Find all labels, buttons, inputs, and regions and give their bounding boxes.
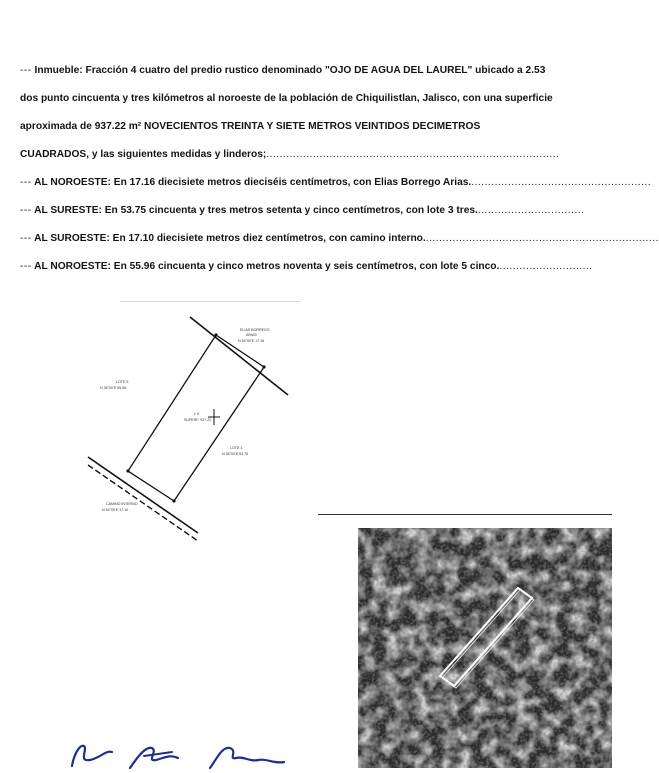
boundary-list — [20, 176, 659, 274]
boundary-dots: ...................................................................... — [425, 233, 659, 244]
corner-point — [262, 365, 265, 368]
corner-point — [172, 499, 175, 502]
camino-line-upper — [88, 457, 198, 533]
signature-drawing — [60, 736, 320, 768]
boundary-lead: --- — [20, 205, 32, 216]
boundary-text: En 53.75 cincuenta y tres metros setenta y cinco centímetros, con lote 3 tres. — [104, 205, 478, 216]
camino-line-lower — [88, 465, 198, 541]
boundary-text: En 17.10 diecisiete metros diez centímetros, con camino interno. — [112, 233, 426, 244]
label-center-2: SUPERF. 937.22 — [184, 418, 212, 422]
intro-text-1: Fracción 4 cuatro del predio rustico denominado "OJO DE AGUA DEL LAUREL" ubicado a 2.53 — [85, 65, 546, 76]
label-right-lote-2: N 36°00'E 53.75 — [222, 452, 249, 456]
boundary-lead: --- — [20, 261, 32, 272]
aerial-photo — [358, 528, 612, 768]
boundary-item — [20, 176, 652, 190]
intro-line-2: dos punto cincuenta y tres kilómetros al noroeste de la población de Chiquilistlan, Jalisco, con una superficie — [20, 93, 553, 104]
intro-lead-dashes: --- — [20, 65, 32, 76]
property-description — [20, 64, 659, 274]
label-left-lote-1: LOTE 5 — [116, 380, 129, 384]
corner-point — [126, 469, 129, 472]
label-top-right-1: ELIAS BORREGO — [240, 328, 270, 332]
boundary-dots: ...................................................... — [471, 177, 652, 188]
boundary-lead: --- — [20, 177, 32, 188]
aerial-fine-texture — [358, 528, 612, 768]
site-plan-drawing — [80, 305, 300, 545]
boundary-item — [20, 204, 585, 218]
signature-stroke-1 — [72, 746, 112, 766]
boundary-direction: AL SUROESTE: — [34, 233, 110, 244]
label-center-1: L 4 — [194, 412, 199, 416]
boundary-dots: ................................ — [477, 205, 585, 216]
boundary-item — [20, 260, 593, 274]
north-boundary-line — [190, 317, 288, 395]
label-top-right-2: ARIAS — [246, 333, 257, 337]
intro-dots-4: ........................................................................................ — [266, 149, 560, 160]
signature — [60, 736, 320, 768]
plan-top-rule — [120, 301, 300, 302]
aerial-top-rule — [318, 514, 612, 515]
boundary-direction: AL NOROESTE: — [34, 261, 111, 272]
corner-point — [214, 333, 217, 336]
label-right-lote-1: LOTE 3 — [230, 446, 243, 450]
signature-stroke-4 — [210, 748, 284, 768]
boundary-lead: --- — [20, 233, 32, 244]
aerial-photo-drawing — [358, 528, 612, 768]
intro-line-3: aproximada de 937.22 m² NOVECIENTOS TREINTA Y SIETE METROS VEINTIDOS DECIMETROS — [20, 121, 481, 132]
intro-line-4 — [20, 148, 576, 162]
signature-stroke-2 — [130, 748, 178, 768]
intro-label: Inmueble: — [34, 65, 83, 76]
label-left-lote-2: N 36°00'E 55.96 — [100, 386, 127, 390]
boundary-direction: AL NOROESTE: — [34, 177, 111, 188]
intro-text-4: CUADRADOS, y las siguientes medidas y linderos; — [20, 149, 267, 160]
site-plan — [80, 305, 300, 545]
boundary-text: En 55.96 cincuenta y cinco metros noventa y seis centímetros, con lote 5 cinco. — [113, 261, 500, 272]
boundary-direction: AL SURESTE: — [34, 205, 102, 216]
boundary-text: En 17.16 diecisiete metros dieciséis centímetros, con Elias Borrego Arias. — [113, 177, 472, 188]
boundary-item — [20, 232, 659, 246]
signature-stroke-3 — [144, 752, 172, 756]
boundary-dots: ............................ — [499, 261, 593, 272]
intro-paragraph — [20, 64, 576, 162]
label-top-right-3: N 54°00'E 17.16 — [238, 339, 265, 343]
label-camino-1: CAMINO INTERNO — [106, 502, 138, 506]
label-camino-2: N 54°00'E 17.10 — [102, 508, 129, 512]
intro-line-1 — [20, 64, 576, 78]
